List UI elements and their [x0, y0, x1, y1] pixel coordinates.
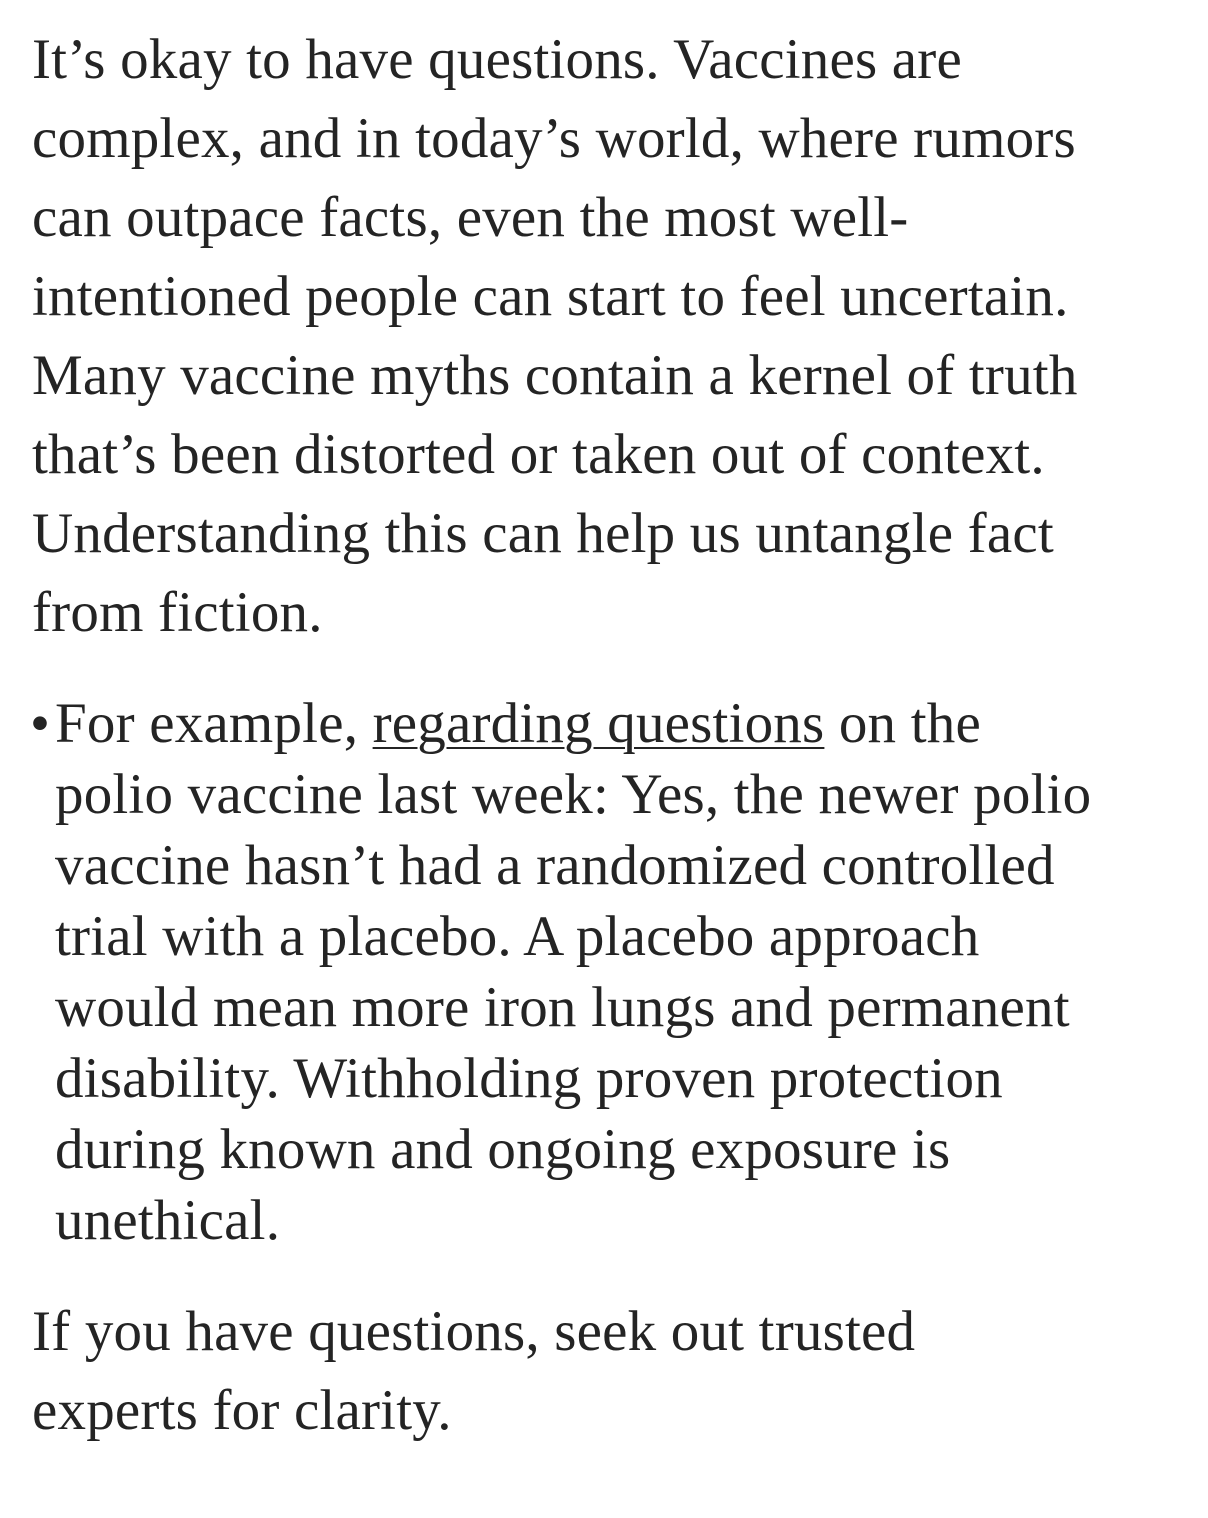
text-line: disability. Withholding proven protection [55, 1047, 1003, 1110]
bullet-list-item [32, 688, 1182, 1256]
text-line: would mean more iron lungs and permanent [55, 976, 1070, 1039]
text-line: from fiction. [32, 581, 323, 644]
text-line: that’s been distorted or taken out of context. [32, 423, 1045, 486]
text-line: polio vaccine last week: Yes, the newer polio [55, 763, 1092, 826]
text-line: complex, and in today’s world, where rumors [32, 107, 1076, 170]
regarding-questions-link[interactable]: regarding questions [372, 692, 825, 755]
text-line: during known and ongoing exposure is [55, 1118, 951, 1181]
text-line: experts for clarity. [32, 1379, 452, 1442]
text-line: Many vaccine myths contain a kernel of truth [32, 344, 1078, 407]
text-line: Understanding this can help us untangle fact [32, 502, 1054, 565]
text-line: It’s okay to have questions. Vaccines are [32, 28, 962, 91]
text-line: vaccine hasn’t had a randomized controlled [55, 834, 1055, 897]
text-line: unethical. [55, 1189, 281, 1252]
text-line: trial with a placebo. A placebo approach [55, 905, 980, 968]
article-body [32, 20, 1182, 1450]
text-line: If you have questions, seek out trusted [32, 1300, 916, 1363]
bullet-lead-text: For example, [55, 692, 373, 755]
bullet-first-line [55, 688, 1182, 759]
bullet-marker: • [30, 692, 51, 755]
bullet-trailing-text: on the [824, 692, 981, 755]
closing-paragraph [32, 1292, 1182, 1450]
intro-paragraph [32, 20, 1182, 652]
bullet-text [55, 688, 1182, 1256]
text-line: intentioned people can start to feel uncertain. [32, 265, 1069, 328]
text-line: can outpace facts, even the most well- [32, 186, 909, 249]
